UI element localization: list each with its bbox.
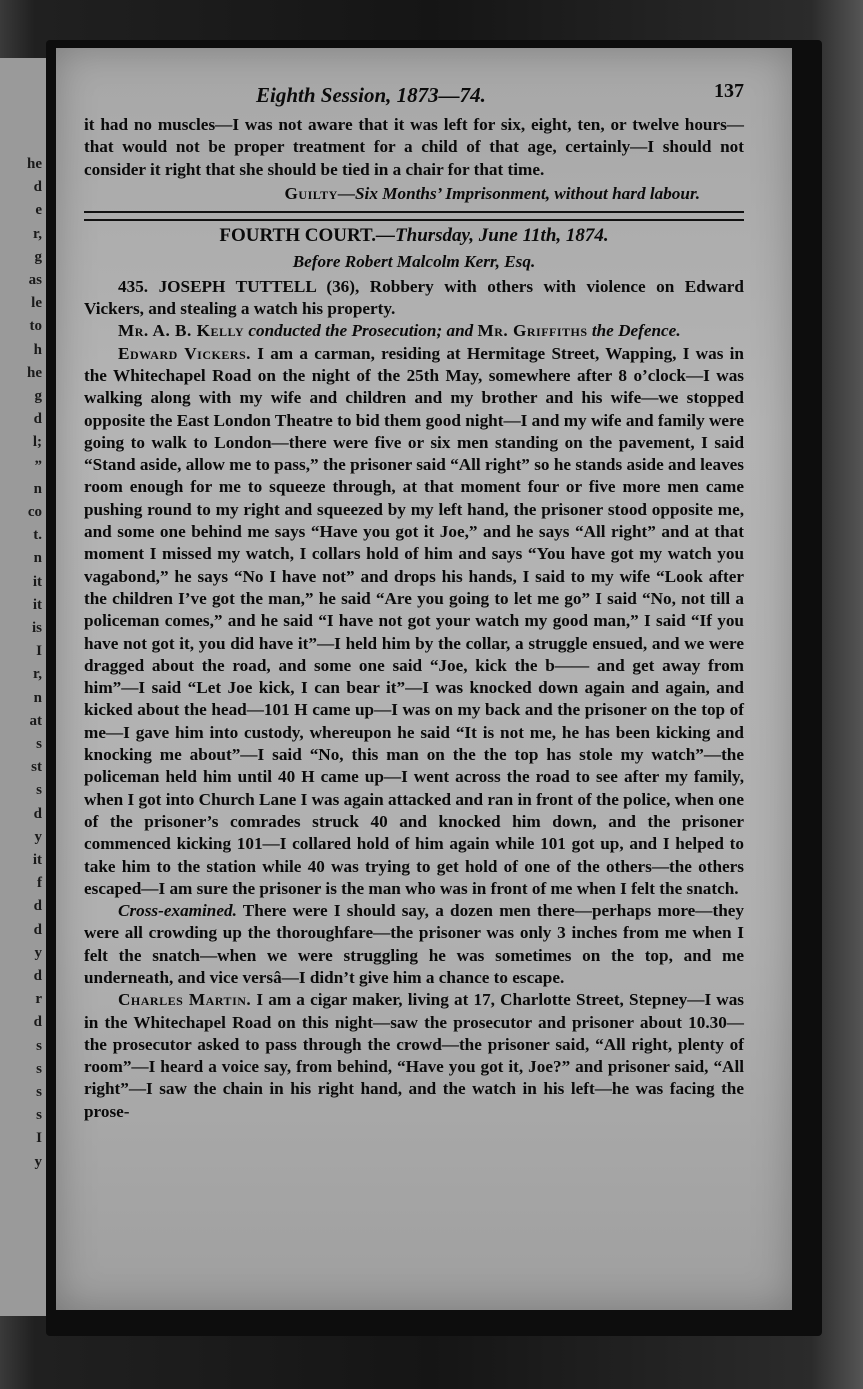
left-page-fragment: d (33, 1014, 42, 1031)
case-heading (84, 276, 744, 321)
prosecution-text: conducted the Prosecution; and (244, 321, 478, 341)
left-page-fragment: n (33, 689, 42, 706)
left-page-fragment: I (36, 1130, 42, 1147)
case-charge: Robbery with others with violence on Edward Vickers, and stealing a watch his property. (84, 276, 744, 319)
page-number: 137 (714, 80, 744, 102)
left-page-fragment: as (28, 272, 42, 288)
verdict-sentence: —Six Months’ Imprisonment, without hard labour. (337, 183, 700, 203)
left-page-fragment: s (36, 736, 42, 752)
left-page-fragment: n (33, 550, 42, 567)
left-page-fragment: d (33, 179, 42, 196)
left-page-fragment: le (31, 295, 42, 312)
previous-case-tail: it had no muscles—I was not aware that it was left for six, eight, ten, or twelve hours—that would not be proper treatment for a child of that age, certainly—I should not consider it right that she should be tied in a chair for that time. (84, 115, 744, 179)
testimony-vickers (84, 343, 744, 900)
prisoner-age: (36), (315, 276, 360, 296)
left-page-fragment: s (36, 1037, 42, 1054)
defence-counsel: Mr. Griffiths (477, 321, 588, 341)
left-page-fragment: s (36, 782, 42, 799)
left-page-fragment: it (32, 573, 42, 590)
document-page (56, 48, 792, 1310)
left-page-fragment: s (36, 1084, 42, 1100)
running-head (84, 80, 744, 114)
case-number-name: 435. JOSEPH TUTTELL (118, 276, 316, 296)
court-heading (84, 225, 744, 247)
left-page-fragment: to (29, 318, 42, 335)
left-page-fragment: at (29, 712, 42, 729)
witness-name: Charles Martin. (118, 990, 252, 1010)
left-page-fragment: s (36, 1060, 42, 1077)
testimony-text: I am a carman, residing at Hermitage Street, Wapping, I was in the Whitechapel Road on the night of the 25th May, somewhere after 8 o’clock—I was walking along with my wife and children and my brother and his wife—we stopped opposite the East London Theatre to bid them good night—I and my wife and family were going to walk to London—there were five or six men standing on the pavement, I said “Stand aside, allow me to pass,” the prisoner said “All right” so he stands aside and leaves room enough for me to squeeze through, at that moment four or five more men came pushing round to my right and squeezed by my left hand, the prisoner stood opposite me, and some one behind me says “Have you got it Joe,” and he says “All right” and at that moment I missed my watch, I collars hold of him and says “You have got my watch you vagabond,” he says “No I have not” and drops his hands, I said to my wife “Look after the children I’ve got the man,” he said “Are you going to let me go” I said “No, not till a policeman comes,” and he said “I have not got your watch my good man,” I said “If you have not got it, you did have it”—I held him by the collar, a struggle ensued, and we were dragged about the road, and some one said “Joe, kick the b—— and get away from him”—I said “Let Joe kick, I can bear it”—I was knocked down again and again, and kicked about the head—101 H came up—I was on my back and the prisoner on the top of me—I gave him into custody, whereupon he said “It is not me, he has been kicking and knocking me about”—I said “No, this man on the the top has stole my watch”—the policeman held him until 40 H came up—I went across the road to see after my family, when I got into Church Lane I was again attacked and ran in front of the police, when one of the prisoner’s comrades struck 40 and knocked him down, and the prisoner commenced kicking 101—I collared hold of him again while 101 got up, and I helped to take him to the station while 40 was trying to get hold of one of the others—the others escaped—I am sure the prisoner is the man who was in front of me when I felt the snatch. (84, 343, 744, 898)
court-name: FOURTH COURT. (219, 225, 377, 247)
left-page-fragment: f (37, 875, 42, 892)
left-page-fragment: t. (33, 527, 42, 544)
left-page-fragment: it (32, 852, 42, 868)
counsel-line (84, 320, 744, 342)
left-page-fragment: d (33, 898, 42, 915)
left-page-fragment: it (32, 596, 42, 613)
verdict (84, 183, 744, 205)
left-page-fragment: g (34, 248, 42, 265)
left-page-fragment: d (33, 921, 42, 938)
left-page-fragment: is (31, 620, 42, 636)
left-page-fragment: r (35, 991, 42, 1008)
left-page-fragment: he (27, 156, 42, 172)
left-page-edge (0, 58, 49, 1316)
left-page-fragment: st (31, 759, 42, 776)
left-page-fragment: I (36, 643, 42, 660)
left-page-fragment: e (35, 202, 42, 219)
left-page-fragment: he (27, 364, 42, 381)
left-page-fragment: g (34, 388, 42, 404)
left-page-fragment: co (27, 504, 42, 520)
left-page-fragment: d (33, 805, 42, 822)
judge-line: Before Robert Malcolm Kerr, Esq. (292, 252, 536, 272)
prosecution-counsel: Mr. A. B. Kelly (118, 321, 245, 341)
left-page-fragment: d (33, 411, 42, 428)
testimony-text: There were I should say, a dozen men there—perhaps more—they were all crowding up the thoroughfare—the prisoner was only 3 inches from me when I felt the snatch—when we were struggling he was sometimes on the top, and me underneath, and vice versâ—I didn’t give him a chance to escape. (84, 901, 744, 987)
left-page-fragment: s (36, 1107, 42, 1124)
defence-text: the Defence. (587, 321, 681, 341)
cross-examination (84, 900, 744, 989)
left-page-fragment: ” (34, 457, 42, 474)
left-page-fragment: d (33, 968, 42, 984)
court-date: —Thursday, June 11th, 1874. (376, 225, 609, 247)
left-page-fragment: l; (32, 434, 42, 451)
testimony-martin (84, 989, 744, 1123)
left-page-fragment: h (33, 341, 42, 358)
cross-examined-label: Cross-examined. (118, 901, 237, 921)
left-page-fragment: n (33, 480, 42, 497)
testimony-text: I am a cigar maker, living at 17, Charlotte Street, Stepney—I was in the Whitechapel Road on this night—saw the prosecutor and prisoner about 10.30—the prosecutor asked to pass through the crowd—the prisoner said, “All right, plenty of room”—I heard a voice say, from behind, “Have you got it, Joe?” and prisoner said, “All right”—I saw the chain in his right hand, and the watch in his left—he was facing the prose- (84, 990, 744, 1121)
witness-name: Edward Vickers. (118, 343, 251, 363)
session-title: Eighth Session, 1873—74. (256, 83, 486, 107)
left-page-fragment: y (34, 944, 42, 961)
left-page-fragment: y (34, 1153, 42, 1170)
verdict-label: Guilty (284, 183, 338, 203)
left-page-fragment: r, (32, 225, 42, 242)
section-divider (84, 211, 744, 221)
page-content (84, 80, 744, 1123)
left-page-fragment: y (34, 828, 42, 845)
left-page-fragment: r, (32, 666, 42, 683)
